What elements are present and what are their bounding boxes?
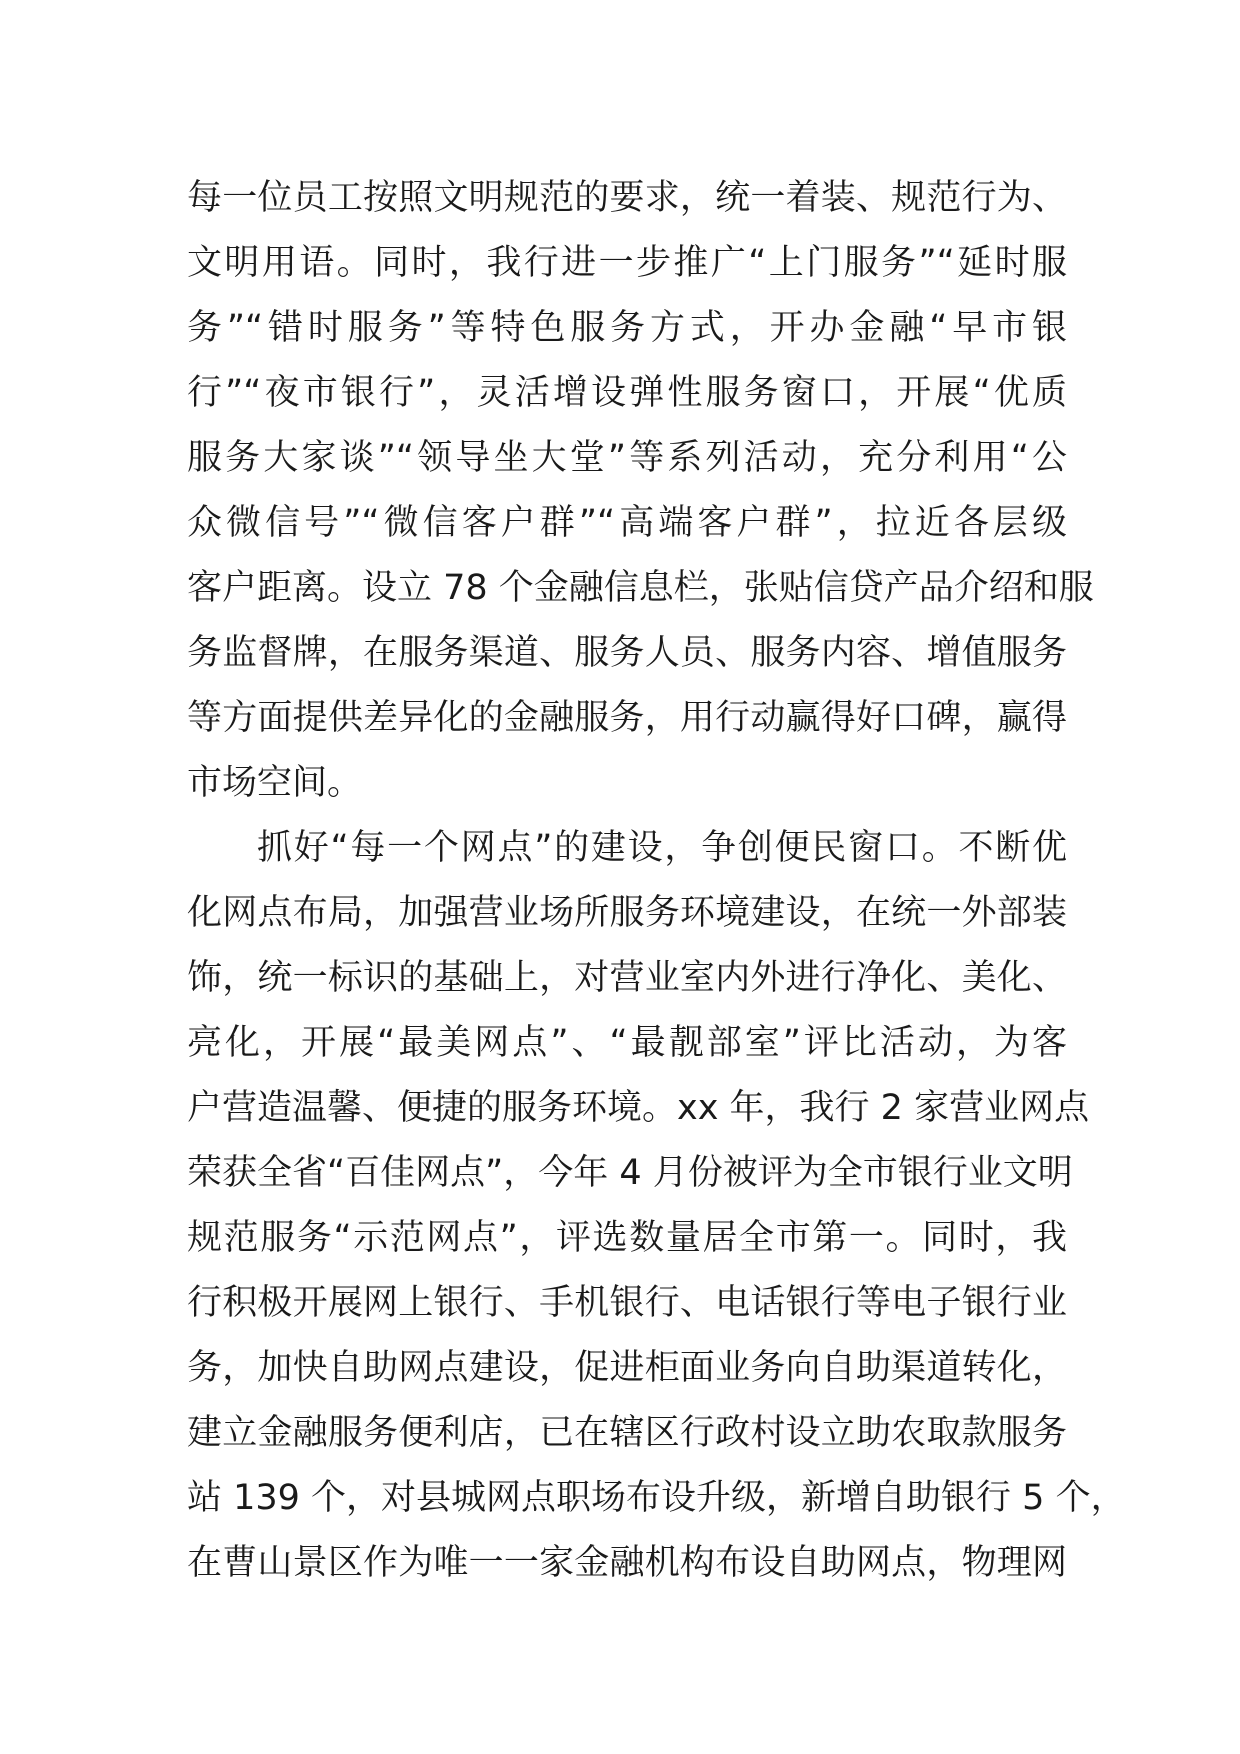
- text-line: 市场空间。: [187, 763, 363, 803]
- text-line: 亮化，开展“最美网点”、“最靓部室”评比活动，为客: [187, 1023, 1067, 1063]
- text-line: 户营造温馨、便捷的服务环境。xx 年，我行 2 家营业网点: [187, 1088, 1090, 1128]
- text-line: 行积极开展网上银行、手机银行、电话银行等电子银行业: [187, 1283, 1067, 1323]
- text-line: 建立金融服务便利店，已在辖区行政村设立助农取款服务: [187, 1413, 1067, 1453]
- text-line: 务，加快自助网点建设，促进柜面业务向自助渠道转化，: [187, 1348, 1067, 1388]
- text-line: 在曹山景区作为唯一一家金融机构布设自助网点，物理网: [187, 1543, 1067, 1583]
- text-line: 规范服务“示范网点”，评选数量居全市第一。同时，我: [187, 1218, 1067, 1258]
- text-line: 化网点布局，加强营业场所服务环境建设，在统一外部装: [187, 893, 1067, 933]
- text-line: 务”“错时服务”等特色服务方式，开办金融“早市银: [187, 308, 1067, 348]
- paragraph-1: [187, 166, 1094, 816]
- text-line: 站 139 个，对县城网点职场布设升级，新增自助银行 5 个，: [187, 1478, 1126, 1518]
- text-line: 等方面提供差异化的金融服务，用行动赢得好口碑，赢得: [187, 698, 1067, 738]
- body-text: [187, 166, 1126, 1596]
- text-line: 抓好“每一个网点”的建设，争创便民窗口。不断优: [257, 828, 1067, 868]
- text-line: 务监督牌，在服务渠道、服务人员、服务内容、增值服务: [187, 633, 1067, 673]
- text-line: 客户距离。设立 78 个金融信息栏，张贴信贷产品介绍和服: [187, 568, 1094, 608]
- text-line: 每一位员工按照文明规范的要求，统一着装、规范行为、: [187, 178, 1067, 218]
- paragraph-2: [187, 816, 1126, 1596]
- text-line: 服务大家谈”“领导坐大堂”等系列活动，充分利用“公: [187, 438, 1067, 478]
- text-line: 文明用语。同时，我行进一步推广“上门服务”“延时服: [187, 243, 1067, 283]
- text-line: 饰，统一标识的基础上，对营业室内外进行净化、美化、: [187, 958, 1067, 998]
- text-line: 众微信号”“微信客户群”“高端客户群”，拉近各层级: [187, 503, 1067, 543]
- text-line: 行”“夜市银行”，灵活增设弹性服务窗口，开展“优质: [187, 373, 1067, 413]
- text-line: 荣获全省“百佳网点”，今年 4 月份被评为全市银行业文明: [187, 1153, 1073, 1193]
